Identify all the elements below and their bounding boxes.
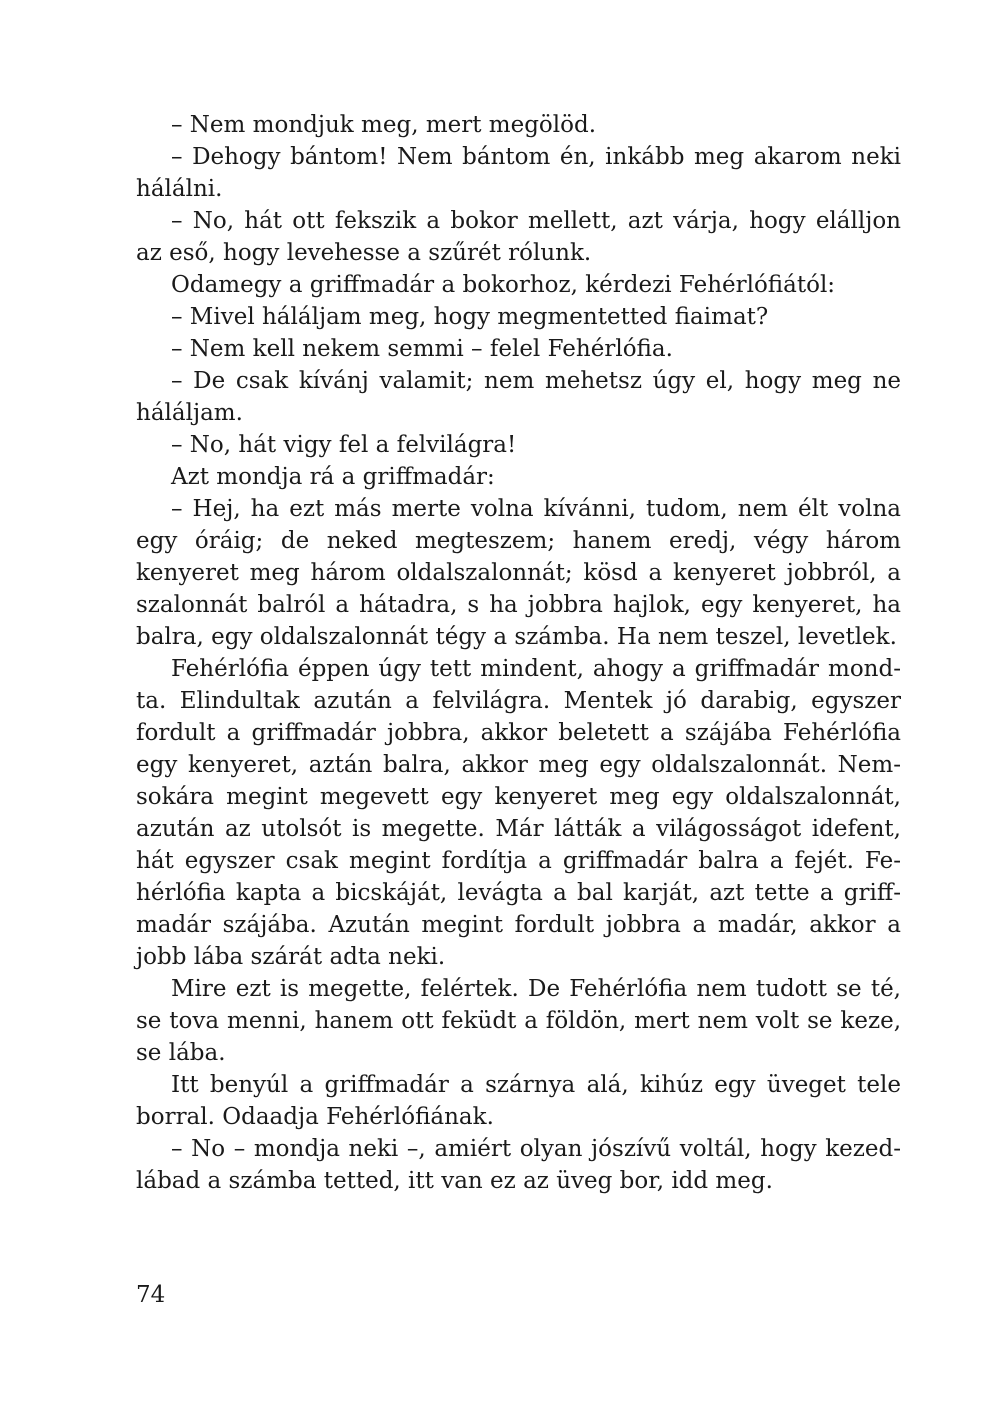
page-number: 74 (136, 1282, 166, 1308)
paragraph: Fehérlófia éppen úgy tett mindent, ahogy a griffmadár mondta. Elindultak azután a felvilágra. Mentek jó darabig, egyszer fordult a griffmadár jobbra, akkor beletett a szájába Fehérlófia egy kenyeret, aztán balra, akkor meg egy oldalszalonnát. Nemsokára megint megevett egy kenyeret meg egy oldalszalonnát, azután az utolsót is megette. Már látták a világosságot idefent, hát egyszer csak megint fordítja a griffmadár balra a fejét. Fehérlófia kapta a bicskáját, levágta a bal karját, azt tette a griffmadár szájába. Azután megint fordult jobbra a madár, akkor a jobb lába szárát adta neki. (136, 656, 901, 970)
paragraph: – De csak kívánj valamit; nem mehetsz úgy el, hogy meg ne háláljam. (136, 368, 901, 426)
paragraph: Azt mondja rá a griffmadár: (171, 464, 495, 490)
paragraph: – No – mondja neki –, amiért olyan jószívű voltál, hogy kezedlábad a számba tetted, itt van ez az üveg bor, idd meg. (136, 1136, 901, 1194)
body-text (136, 109, 901, 1197)
paragraph: Mire ezt is megette, felértek. De Fehérlófia nem tudott se té, se tova menni, hanem ott feküdt a földön, mert nem volt se keze, se lába. (136, 976, 901, 1066)
paragraph: – Nem mondjuk meg, mert megölöd. (171, 112, 597, 138)
paragraph: – Nem kell nekem semmi – felel Fehérlófia. (171, 336, 673, 362)
paragraph: Itt benyúl a griffmadár a szárnya alá, kihúz egy üveget tele borral. Odaadja Fehérlófiának. (136, 1072, 901, 1130)
paragraph: – Mivel háláljam meg, hogy megmentetted fiaimat? (171, 304, 769, 330)
paragraph: – No, hát ott fekszik a bokor mellett, azt várja, hogy elálljon az eső, hogy levehesse a szűrét rólunk. (136, 208, 901, 266)
paragraph: Odamegy a griffmadár a bokorhoz, kérdezi Fehérlófiától: (171, 272, 836, 298)
paragraph: – Dehogy bántom! Nem bántom én, inkább meg akarom neki hálálni. (136, 144, 901, 202)
paragraph: – Hej, ha ezt más merte volna kívánni, tudom, nem élt volna egy óráig; de neked megteszem; hanem eredj, végy három kenyeret meg három oldalszalonnát; kösd a kenyeret jobbról, a szalonnát balról a hátadra, s ha jobbra hajlok, egy kenyeret, ha balra, egy oldalszalonnát tégy a számba. Ha nem teszel, levetlek. (136, 496, 901, 650)
paragraph: – No, hát vigy fel a felvilágra! (171, 432, 517, 458)
